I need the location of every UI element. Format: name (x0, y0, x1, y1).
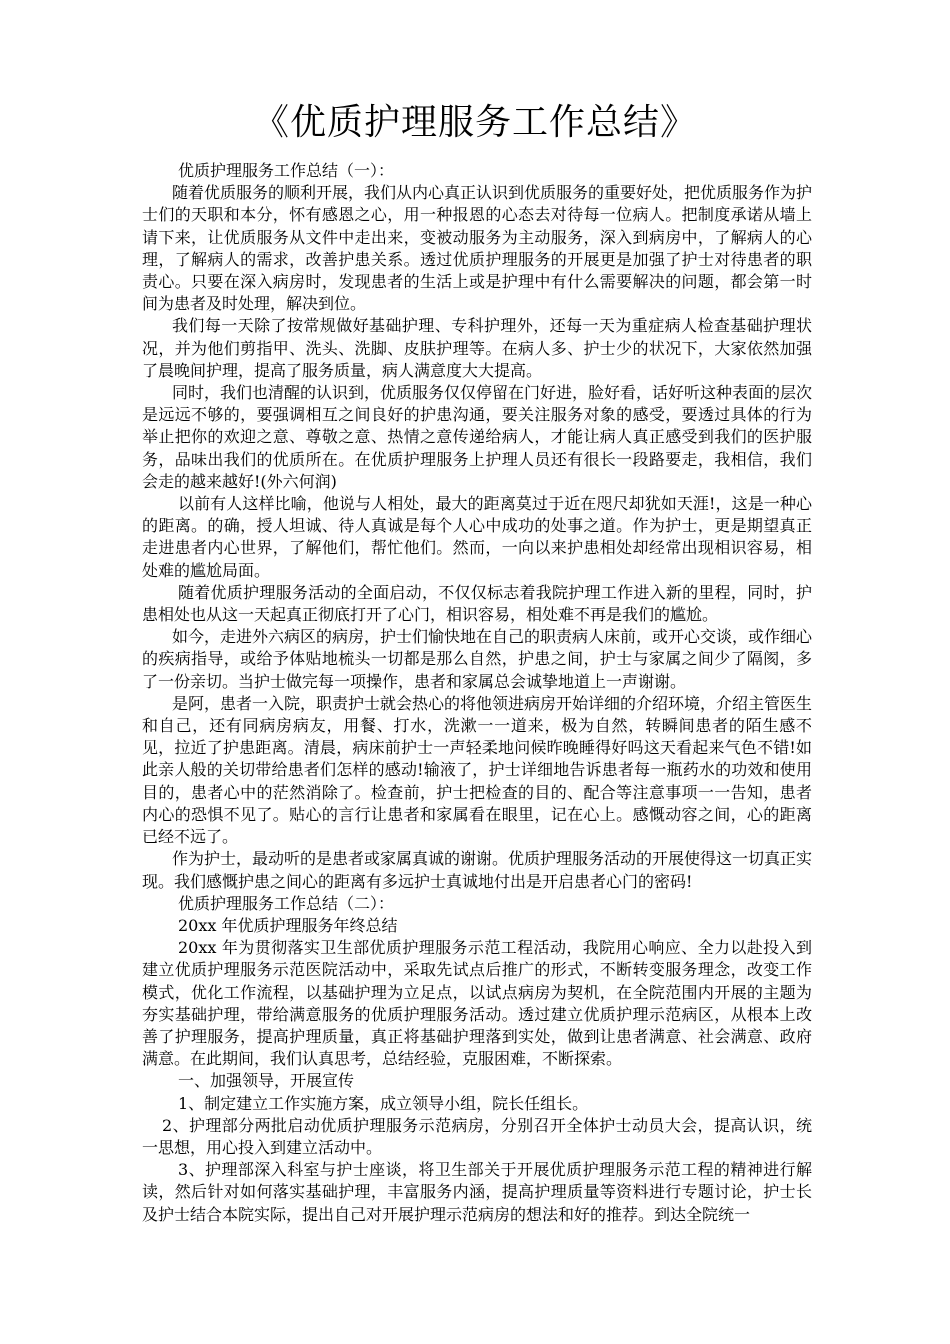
body-paragraph: 1、制定建立工作实施方案，成立领导小组，院长任组长。 (178, 1093, 589, 1113)
document-title: 《优质护理服务工作总结》 (252, 102, 697, 143)
document-body (142, 160, 812, 1226)
body-paragraph: 我们每一天除了按常规做好基础护理、专科护理外，还每一天为重症病人检查基础护理状况，并为他们剪指甲、洗头、洗脚、皮肤护理等。在病人多、护士少的状况下，大家依然加强了晨晚间护理，提高了服务质量，病人满意度大大提高。 (142, 316, 812, 380)
body-paragraph: 3、护理部深入科室与护士座谈，将卫生部关于开展优质护理服务示范工程的精神进行解读，然后针对如何落实基础护理，丰富服务内涵，提高护理质量等资料进行专题讨论，护士长及护士结合本院实际，提出自己对开展护理示范病房的想法和好的推荐。到达全院统一 (142, 1160, 812, 1224)
body-paragraph: 优质护理服务工作总结（一）： (178, 161, 395, 180)
body-paragraph: 优质护理服务工作总结（二）： (178, 893, 395, 913)
body-paragraph: 2、护理部分两批启动优质护理服务示范病房，分别召开全体护士动员大会，提高认识，统一思想，用心投入到建立活动中。 (142, 1115, 812, 1157)
body-paragraph: 随着优质护理服务活动的全面启动，不仅仅标志着我院护理工作进入新的里程，同时，护患相处也从这一天起真正彻底打开了心门，相识容易，相处难不再是我们的尴尬。 (142, 582, 812, 625)
body-paragraph: 作为护士，最动听的是患者或家属真诚的谢谢。优质护理服务活动的开展使得这一切真正实现。我们感慨护患之间心的距离有多远护士真诚地付出是开启患者心门的密码! (142, 849, 813, 891)
body-paragraph: 20xx 年为贯彻落实卫生部优质护理服务示范工程活动，我院用心响应、全力以赴投入到建立优质护理服务示范医院活动中，采取先试点后推广的形式，不断转变服务理念，改变工作模式，优化工作流程，以基础护理为立足点，以试点病房为契机，在全院范围内开展的主题为夯实基础护理，带给满意服务的优质护理服务活动。透过建立优质护理示范病区，从根本上改善了护理服务，提高护理质量，真正将基础护理落到实处，做到让患者满意、社会满意、政府满意。在此期间，我们认真思考，总结经验，克服困难，不断探索。 (142, 938, 812, 1069)
body-paragraph: 如今，走进外六病区的病房，护士们愉快地在自己的职责病人床前，或开心交谈，或作细心的疾病指导，或给予体贴地梳头一切都是那么自然，护患之间，护士与家属之间少了隔阂，多了一份亲切。当护士做完每一项操作，患者和家属总会诚挚地道上一声谢谢。 (142, 627, 813, 691)
body-paragraph: 20xx 年优质护理服务年终总结 (178, 915, 398, 935)
body-paragraph: 同时，我们也清醒的认识到，优质服务仅仅停留在门好进，脸好看，话好听这种表面的层次是远远不够的，要强调相互之间良好的护患沟通，要关注服务对象的感受，要透过具体的行为举止把你的欢迎之意、尊敬之意、热情之意传递给病人，才能让病人真正感受到我们的医护服务，品味出我们的优质所在。在优质护理服务上护理人员还有很长一段路要走，我相信，我们会走的越来越好!(外六何润) (142, 383, 813, 491)
body-paragraph: 是阿，患者一入院，职责护士就会热心的将他领进病房开始详细的介绍环境，介绍主管医生和自己，还有同病房病友，用餐、打水，洗漱一一道来，极为自然，转瞬间患者的陌生感不见，拉近了护患距离。清晨，病床前护士一声轻柔地问候昨晚睡得好吗这天看起来气色不错!如此亲人般的关切带给患者们怎样的感动!输液了，护士详细地告诉患者每一瓶药水的功效和使用目的，患者心中的茫然消除了。检查前，护士把检查的目的、配合等注意事项一一告知，患者内心的恐惧不见了。贴心的言行让患者和家属看在眼里，记在心上。感慨动容之间，心的距离已经不远了。 (142, 693, 813, 847)
body-paragraph: 随着优质服务的顺利开展，我们从内心真正认识到优质服务的重要好处，把优质服务作为护士们的天职和本分，怀有感恩之心，用一种报恩的心态去对待每一位病人。把制度承诺从墙上请下来，让优质服务从文件中走出来，变被动服务为主动服务，深入到病房中，了解病人的心理，了解病人的需求，改善护患关系。透过优质护理服务的开展更是加强了护士对待患者的职责心。只要在深入病房时，发现患者的生活上或是护理中有什么需要解决的问题，都会第一时间为患者及时处理，解决到位。 (142, 183, 813, 314)
body-paragraph: 以前有人这样比喻，他说与人相处，最大的距离莫过于近在咫尺却犹如天涯!，这是一种心的距离。的确，授人坦诚、待人真诚是每个人心中成功的处事之道。作为护士，更是期望真正走进患者内心世界，了解他们，帮忙他们。然而，一向以来护患相处却经常出现相识容易，相处难的尴尬局面。 (142, 494, 812, 580)
body-paragraph: 一、加强领导，开展宣传 (178, 1071, 355, 1091)
